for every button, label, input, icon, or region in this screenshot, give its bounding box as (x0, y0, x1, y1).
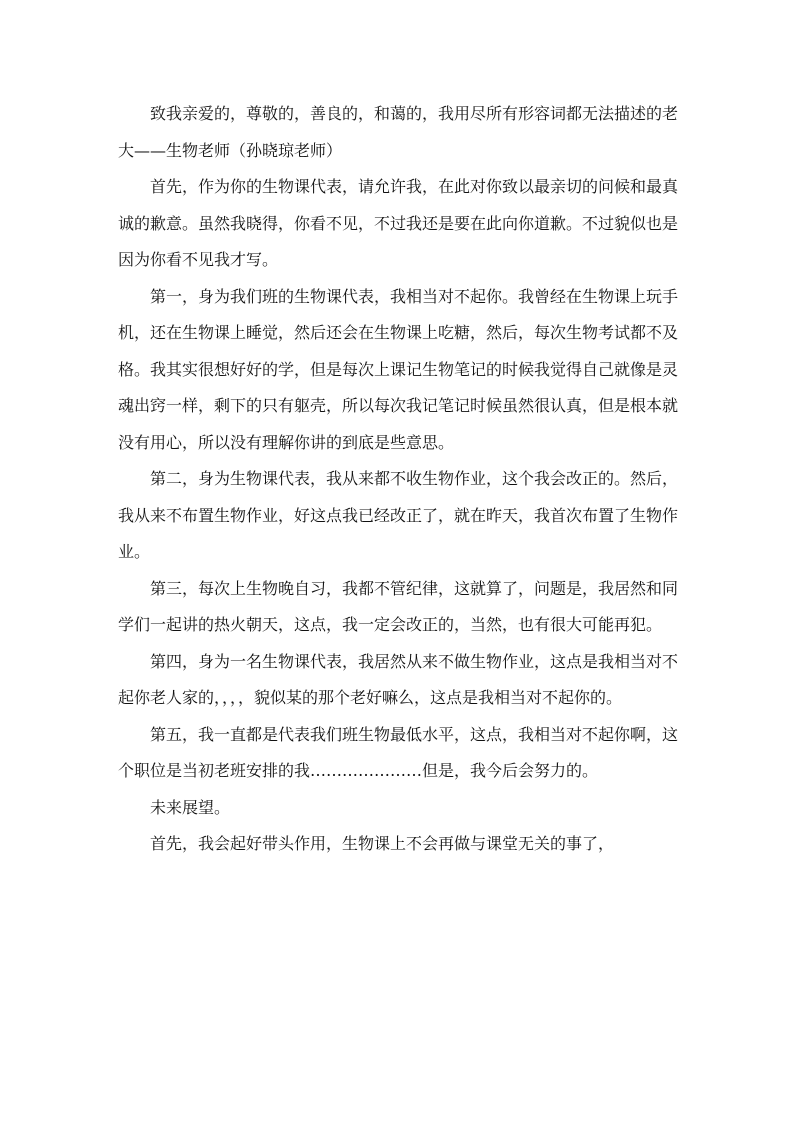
document-body (118, 96, 678, 863)
paragraph-point-four: 第四，身为一名生物课代表，我居然从来不做生物作业，这点是我相当对不起你老人家的，，，，貌似某的那个老好嘛么，这点是我相当对不起你的。 (118, 651, 679, 707)
paragraph-apology-intro: 首先，作为你的生物课代表，请允许我，在此对你致以最亲切的问候和最真诚的歉意。虽然我晓得，你看不见，不过我还是要在此向你道歉。不过貌似也是因为你看不见我才写。 (118, 177, 679, 269)
paragraph-future-first: 首先，我会起好带头作用，生物课上不会再做与课堂无关的事了， (150, 834, 615, 853)
paragraph-salutation: 致我亲爱的，尊敬的，善良的，和蔼的，我用尽所有形容词都无法描述的老大——生物老师（孙晓琼老师） (118, 104, 679, 160)
paragraph-point-three: 第三，每次上生物晚自习，我都不管纪律，这就算了，问题是，我居然和同学们一起讲的热火朝天，这点，我一定会改正的，当然，也有很大可能再犯。 (118, 578, 679, 634)
paragraph-point-two: 第二，身为生物课代表，我从来都不收生物作业，这个我会改正的。然后，我从来不布置生物作业，好这点我已经改正了，就在昨天，我首次布置了生物作业。 (118, 469, 679, 561)
paragraph-point-five: 第五，我一直都是代表我们班生物最低水平，这点，我相当对不起你啊，这个职位是当初老班安排的我…………………但是，我今后会努力的。 (118, 724, 679, 780)
paragraph-future-heading: 未来展望。 (150, 797, 231, 817)
paragraph-point-one: 第一，身为我们班的生物课代表，我相当对不起你。我曾经在生物课上玩手机，还在生物课上睡觉，然后还会在生物课上吃糖，然后，每次生物考试都不及格。我其实很想好好的学，但是每次上课记生物笔记的时候我觉得自己就像是灵魂出窍一样，剩下的只有躯壳，所以每次我记笔记时候虽然很认真，但是根本就没有用心，所以没有理解你讲的到底是些意思。 (118, 286, 679, 452)
